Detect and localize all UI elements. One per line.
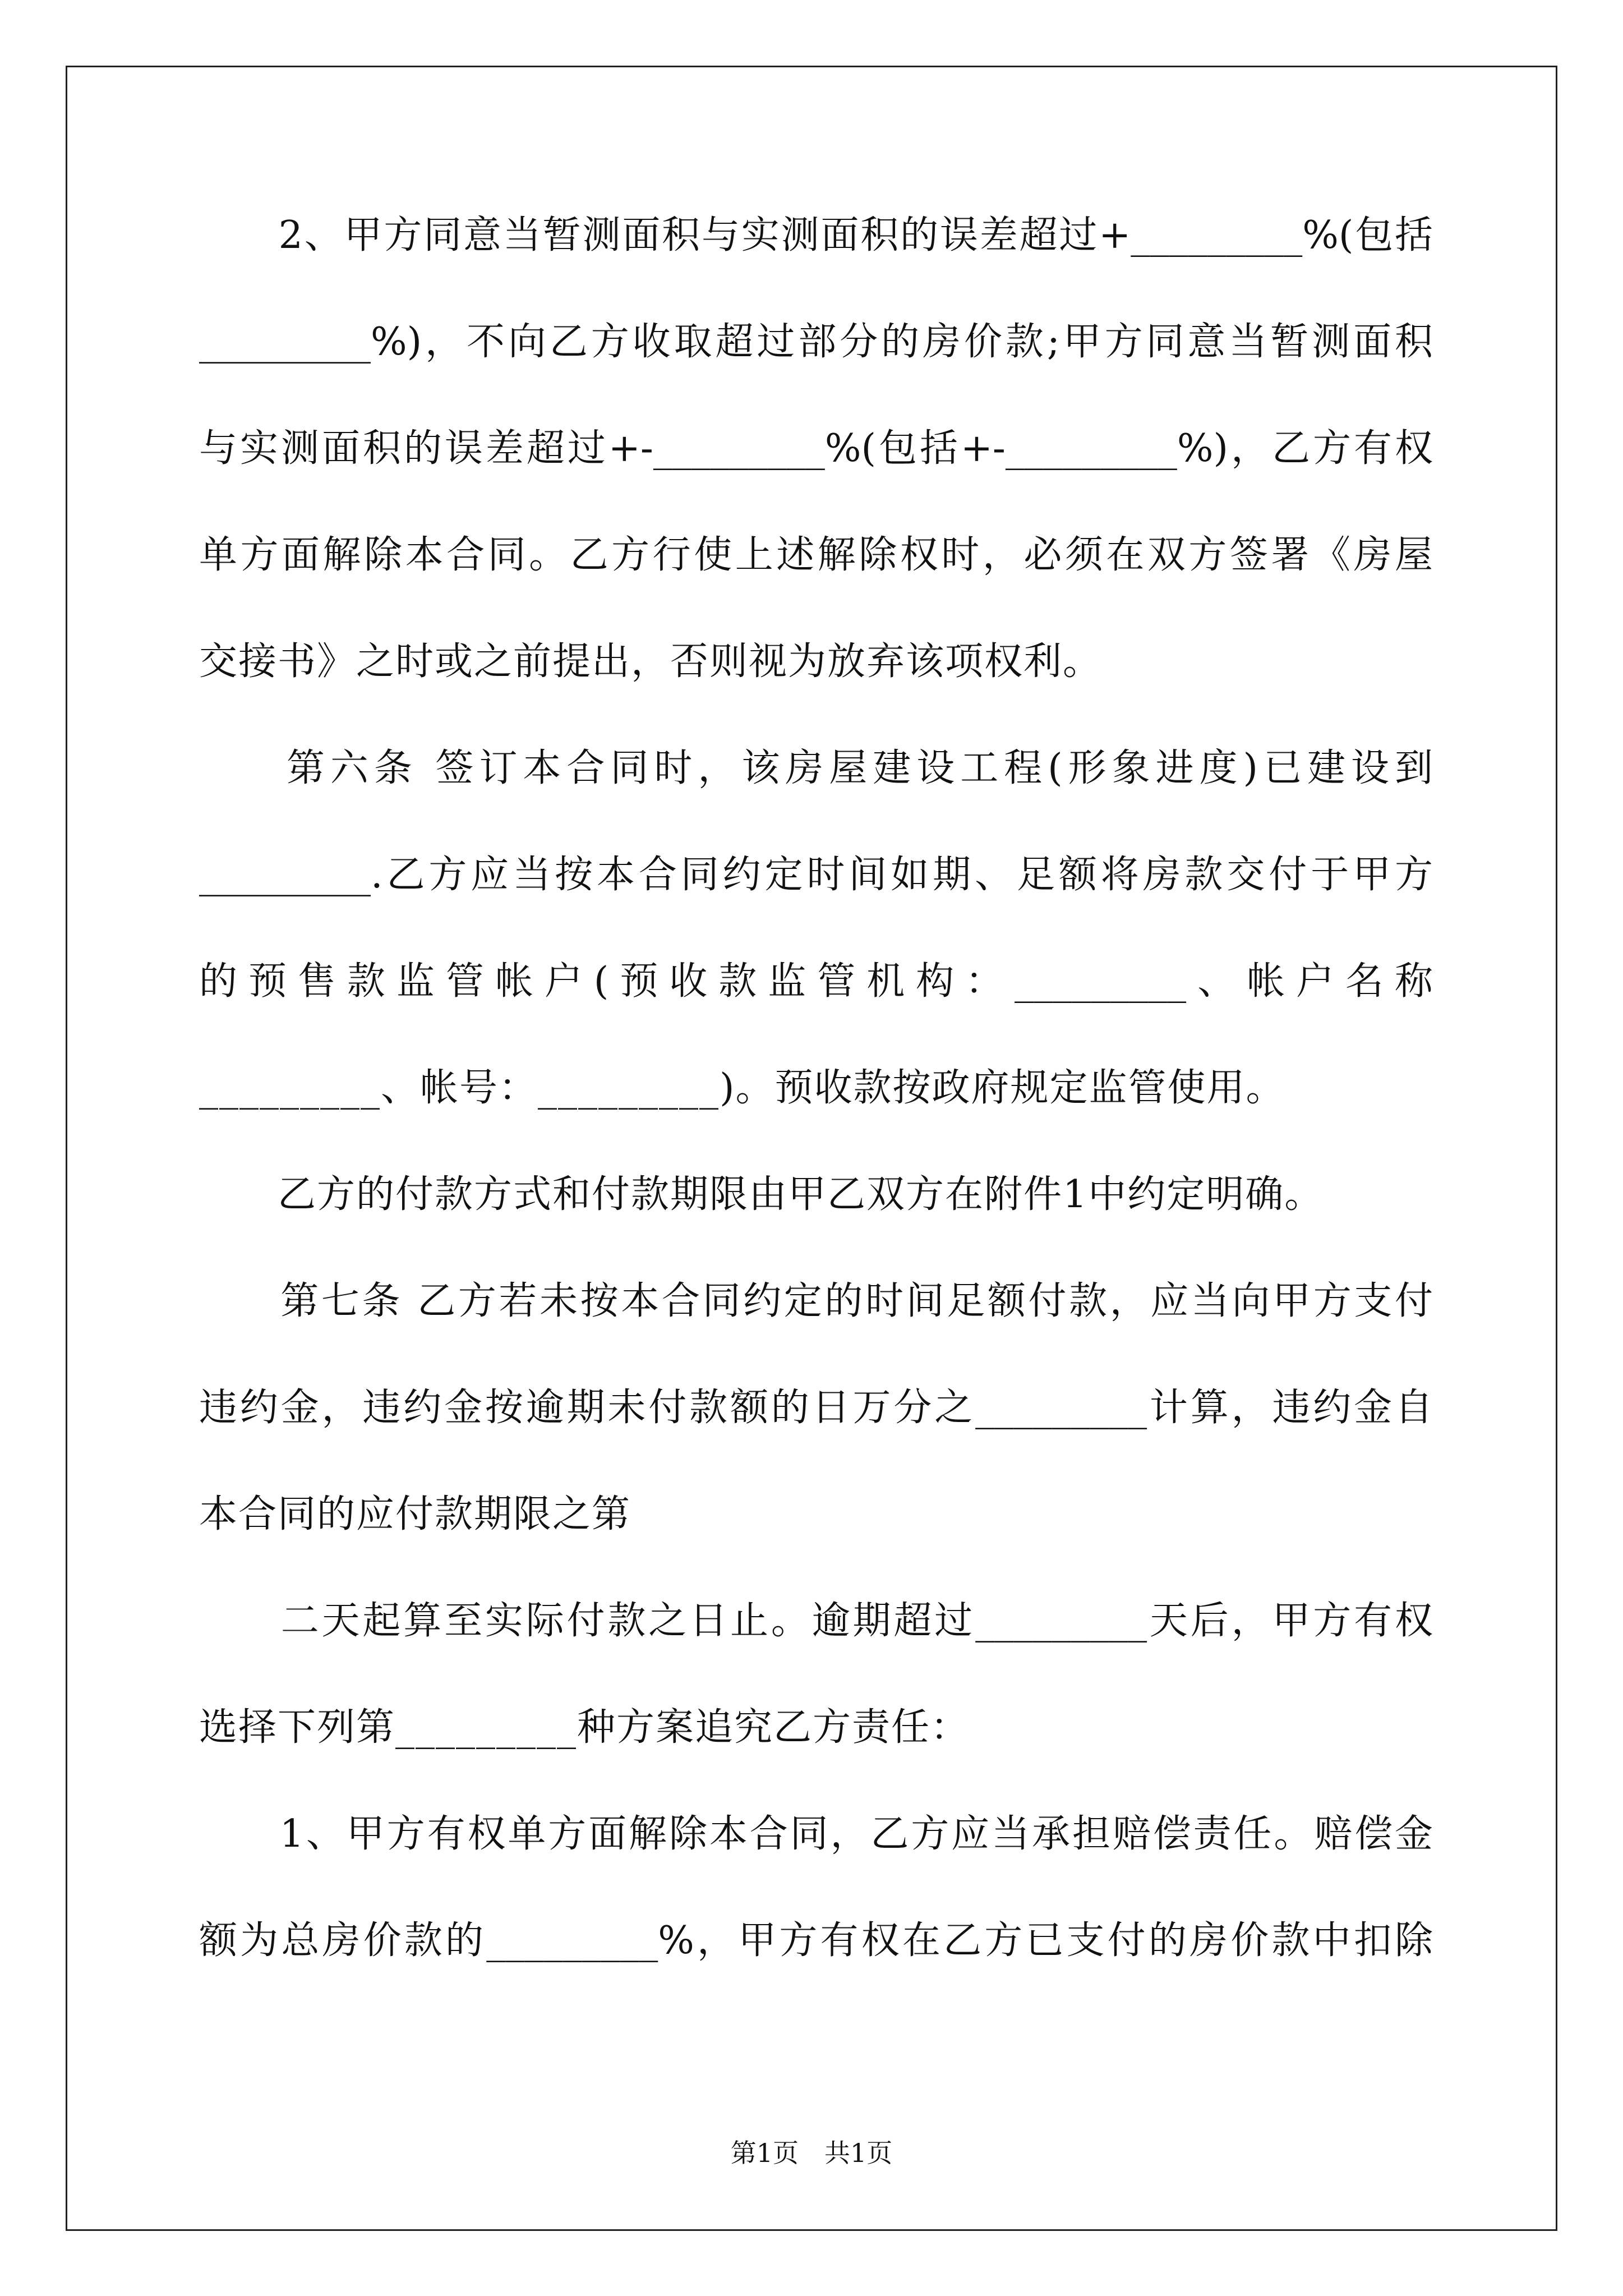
paragraph-line: 额为总房价款的_________%，甲方有权在乙方已支付的房价款中扣除 — [199, 1918, 1433, 1963]
paragraph-line: 交接书》之时或之前提出，否则视为放弃该项权利。 — [199, 639, 1103, 684]
paragraph-line: 乙方的付款方式和付款期限由甲乙双方在附件1中约定明确。 — [199, 1172, 1324, 1217]
paragraph-line: 2、甲方同意当暂测面积与实测面积的误差超过+_________%(包括 — [199, 213, 1433, 257]
paragraph-line: _________%)，不向乙方收取超过部分的房价款;甲方同意当暂测面积 — [199, 320, 1433, 364]
paragraph-line: 本合同的应付款期限之第 — [199, 1492, 631, 1536]
paragraph-line: 违约金，违约金按逾期未付款额的日万分之_________计算，违约金自 — [199, 1386, 1433, 1430]
paragraph-line: 单方面解除本合同。乙方行使上述解除权时，必须在双方签署《房屋 — [199, 533, 1433, 577]
page-footer: 第1页 共1页 — [730, 2138, 893, 2168]
paragraph-line: _________.乙方应当按本合同约定时间如期、足额将房款交付于甲方 — [199, 853, 1433, 897]
paragraph-line: 与实测面积的误差超过+-_________%(包括+-_________%)，乙方有权 — [199, 426, 1433, 471]
paragraph-line: 第六条 签订本合同时，该房屋建设工程(形象进度)已建设到 — [199, 746, 1433, 790]
paragraph-line: 二天起算至实际付款之日止。逾期超过_________天后，甲方有权 — [199, 1599, 1433, 1643]
paragraph-line: 选择下列第_________种方案追究乙方责任： — [199, 1705, 970, 1750]
paragraph-line: _________、帐号：_________)。预收款按政府规定监管使用。 — [199, 1066, 1285, 1110]
paragraph-line: 第七条 乙方若未按本合同约定的时间足额付款，应当向甲方支付 — [199, 1279, 1433, 1323]
paragraph-line: 1、甲方有权单方面解除本合同，乙方应当承担赔偿责任。赔偿金 — [199, 1812, 1433, 1856]
paragraph-line: 的预售款监管帐户(预收款监管机构：_________、帐户名称 — [199, 959, 1433, 1004]
page-border — [66, 66, 1557, 2231]
